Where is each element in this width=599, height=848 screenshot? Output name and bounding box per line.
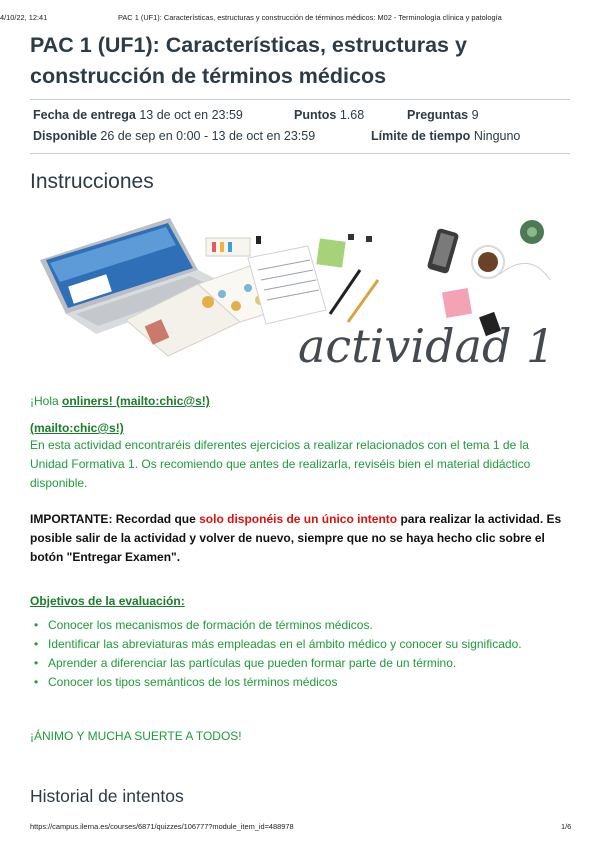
divider-bottom [30, 153, 570, 154]
objective-item: • Conocer los tipos semánticos de los términos médicos [48, 673, 583, 692]
instructions-heading: Instrucciones [30, 170, 154, 193]
divider-top [30, 99, 570, 100]
print-url: https://campus.ilerna.es/courses/6871/quizzes/106777?module_item_id=488978 [30, 822, 294, 831]
attempt-history-heading: Historial de intentos [30, 786, 184, 806]
page-title: PAC 1 (UF1): Características, estructuras y construcción de términos médicos [30, 33, 467, 88]
due-value: 13 de oct en 23:59 [139, 108, 243, 122]
greeting [30, 392, 565, 411]
activity-banner-image [30, 210, 570, 380]
objectives-heading [30, 592, 565, 611]
mailto-link[interactable]: (mailto:chic@s!) [30, 421, 124, 435]
intro-paragraph: En esta actividad encontraréis diferentes ejercicios a realizar relacionados con el tema 1 de la Unidad Formativa 1. Os recomiendo que antes de realizarla, reviséis bien el material didáctico disponible. [30, 438, 531, 490]
available-value: 26 de sep en 0:00 - 13 de oct en 23:59 [100, 129, 316, 143]
objectives-list [30, 616, 583, 692]
objective-item: • Aprender a diferenciar las partículas que pueden formar parte de un término. [48, 654, 583, 673]
objective-item: • Identificar las abreviaturas más empleadas en el ámbito médico y conocer su significado. [48, 635, 583, 654]
questions [407, 108, 479, 122]
banner-text: actividad 1 [298, 319, 556, 373]
onliners-link[interactable]: onliners! (mailto:chic@s!) [62, 394, 210, 408]
print-document-title: PAC 1 (UF1): Características, estructuras y construcción de términos médicos: M02 - Terminología clínica y patología [118, 13, 502, 22]
questions-value: 9 [471, 108, 479, 122]
important-text-b: para realizar la actividad. Es posible salir de la actividad y volver de nuevo, siempre que no se haya hecho clic sobre el botón "Entregar Examen". [30, 512, 562, 564]
objectives-heading-text: Objetivos de la evaluación: [30, 594, 185, 608]
print-header [0, 13, 599, 25]
availability [33, 129, 315, 143]
time-limit [371, 129, 520, 143]
questions-label: Preguntas [407, 108, 469, 122]
closing-text: ¡ÁNIMO Y MUCHA SUERTE A TODOS! [30, 729, 242, 743]
print-page-number: 1/6 [561, 822, 572, 831]
objective-item: • Conocer los mecanismos de formación de términos médicos. [48, 616, 583, 635]
time-limit-label: Límite de tiempo [371, 129, 471, 143]
print-date: 4/10/22, 12:41 [0, 13, 48, 22]
greeting-prefix: ¡Hola [30, 394, 63, 408]
important-text-a: IMPORTANTE: Recordad que [30, 512, 200, 526]
important-red-text: solo disponéis de un único intento [199, 512, 398, 526]
points-value: 1.68 [339, 108, 365, 122]
available-label: Disponible [33, 129, 97, 143]
time-limit-value: Ninguno [473, 129, 521, 143]
due-date [33, 108, 243, 122]
due-label: Fecha de entrega [33, 108, 136, 122]
points-label: Puntos [294, 108, 337, 122]
important-paragraph [30, 510, 565, 567]
points [294, 108, 364, 122]
